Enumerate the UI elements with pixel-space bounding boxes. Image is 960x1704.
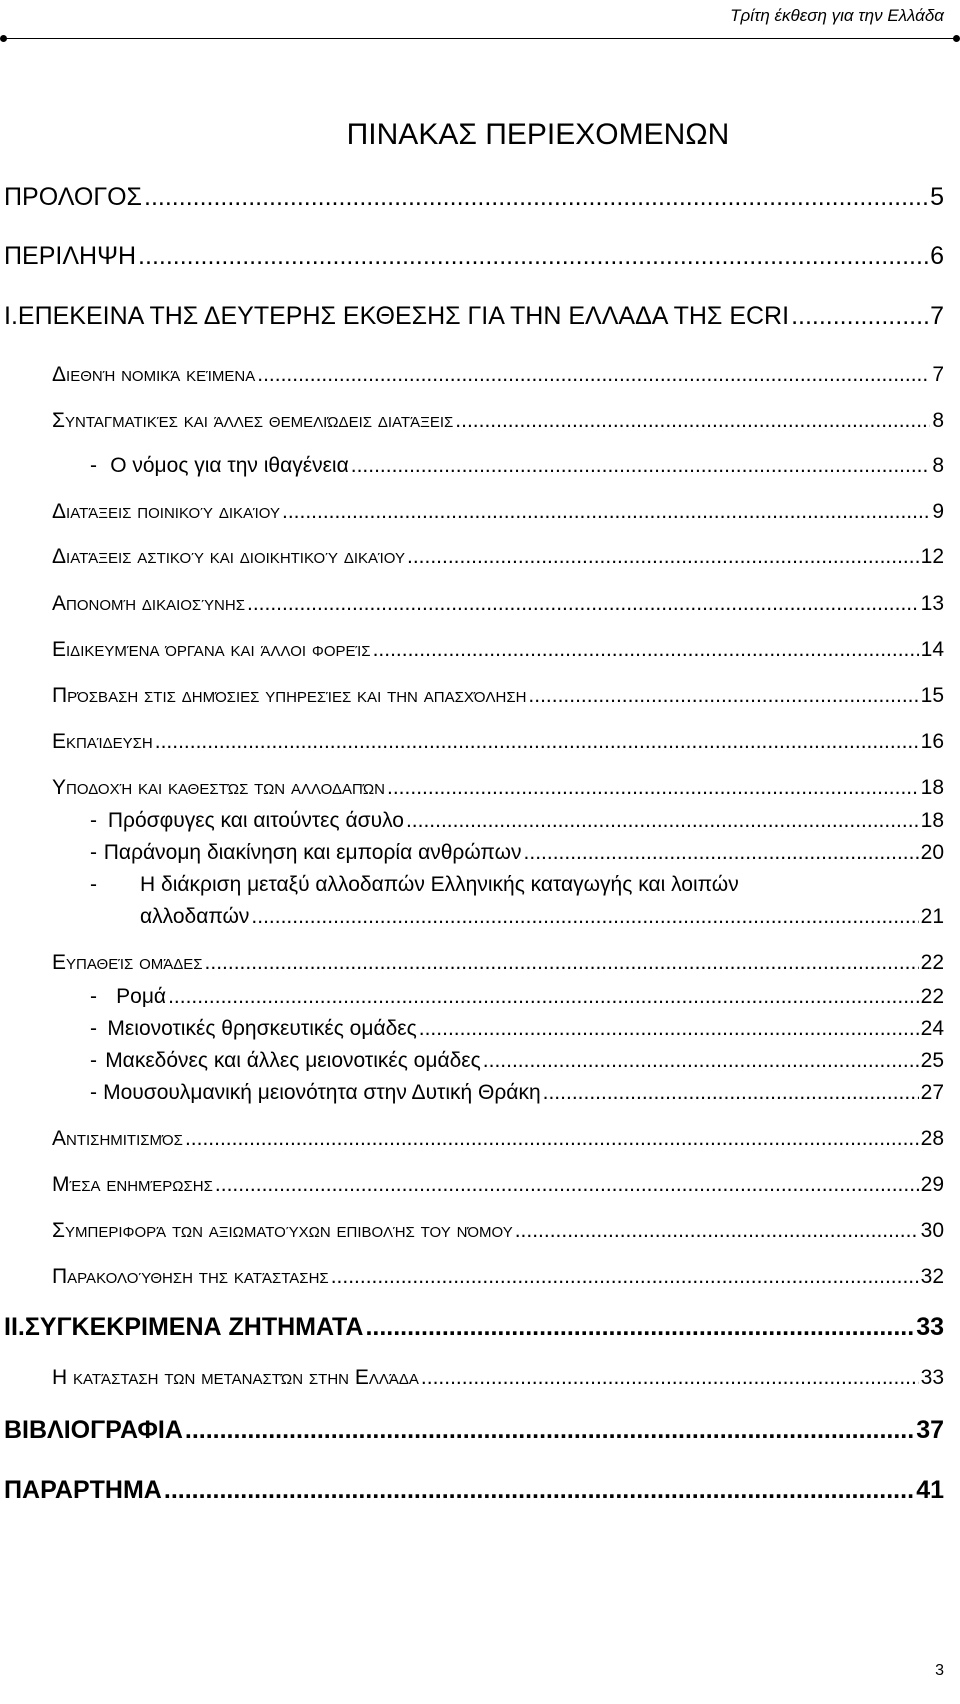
toc-entry-label: ΕΠΕΚΕΙΝΑ ΤΗΣ ΔΕΥΤΕΡΗΣ ΕΚΘΕΣΗΣ ΓΙΑ ΤΗΝ ΕΛΛΑΔΑ ΤΗΣ ECRI bbox=[17, 302, 790, 330]
toc-subentry[interactable] bbox=[90, 985, 944, 1009]
toc-entry[interactable] bbox=[52, 638, 944, 662]
dot-leader bbox=[251, 905, 918, 929]
bullet-dash: - bbox=[90, 454, 97, 477]
dot-leader bbox=[455, 409, 930, 433]
toc-entry-label: Πρόσφυγες και αιτούντες άσυλο bbox=[107, 809, 404, 832]
toc-entry[interactable] bbox=[52, 684, 944, 708]
toc-subentry[interactable] bbox=[90, 454, 944, 478]
toc-entry[interactable] bbox=[52, 409, 944, 433]
toc-entry-label: ΣΥΓΚΕΚΡΙΜΕΝΑ ΖΗΤΗΜΑΤΑ bbox=[24, 1313, 364, 1341]
toc-subentry[interactable] bbox=[90, 1017, 944, 1041]
header-rule bbox=[4, 38, 956, 39]
toc-entry-page: 37 bbox=[916, 1416, 944, 1444]
toc-entry-page: 30 bbox=[920, 1219, 944, 1242]
toc-entry-page: 20 bbox=[920, 841, 944, 864]
toc-subentry[interactable] bbox=[140, 905, 944, 929]
toc-entry-page: 13 bbox=[920, 592, 944, 615]
dot-leader bbox=[282, 500, 930, 524]
toc-entry-label: Συνταγματικές και άλλες θεμελιώδεις διατάξεις bbox=[52, 409, 454, 432]
toc-entry-label: Παράνομη διακίνηση και εμπορία ανθρώπων bbox=[103, 841, 522, 864]
bullet-dash: - bbox=[90, 1049, 97, 1072]
toc-entry-label: Ο νόμος για την ιθαγένεια bbox=[110, 454, 349, 477]
toc-entry[interactable] bbox=[52, 592, 944, 616]
toc-entry-page: 33 bbox=[920, 1366, 944, 1389]
toc-entry[interactable] bbox=[52, 951, 944, 975]
toc-entry-section-ii[interactable] bbox=[4, 1313, 944, 1342]
toc-entry-label: Ευπαθείς ομάδες bbox=[52, 951, 203, 974]
toc-entry-page: 25 bbox=[920, 1049, 944, 1072]
toc-entry-page: 21 bbox=[920, 905, 944, 928]
dot-leader bbox=[331, 1265, 919, 1289]
toc-entry-page: 32 bbox=[920, 1265, 944, 1288]
toc-entry-label: Διατάξεις ποινικού δικαίου bbox=[52, 500, 280, 523]
toc-entry-appendix[interactable] bbox=[4, 1476, 944, 1505]
toc-entry-page: 22 bbox=[920, 985, 944, 1008]
toc-entry-page: 14 bbox=[920, 638, 944, 661]
toc-entry-label: Μακεδόνες και άλλες μειονοτικές ομάδες bbox=[105, 1049, 481, 1072]
dot-leader bbox=[365, 1313, 914, 1342]
toc-entry-page: 15 bbox=[920, 684, 944, 707]
toc-entry-label: ΠΕΡΙΛΗΨΗ bbox=[4, 242, 137, 270]
toc-subentry[interactable] bbox=[90, 1081, 944, 1105]
toc-entry-label: ΒΙΒΛΙΟΓΡΑΦΙΑ bbox=[4, 1416, 183, 1444]
toc-entry-label: Ρομά bbox=[116, 985, 167, 1008]
dot-leader bbox=[524, 841, 919, 865]
dot-leader bbox=[515, 1219, 919, 1243]
toc-entry-page: 29 bbox=[920, 1173, 944, 1196]
toc-entry[interactable] bbox=[52, 1366, 944, 1390]
dot-leader bbox=[185, 1127, 919, 1151]
bullet-dash: - bbox=[90, 841, 97, 864]
toc-entry-label: Πρόσβαση στις δημόσιες υπηρεσίες και την απασχόληση bbox=[52, 684, 527, 707]
toc-entry-page: 24 bbox=[920, 1017, 944, 1040]
toc-entry-label: αλλοδαπών bbox=[140, 905, 250, 928]
dot-leader bbox=[528, 684, 918, 708]
toc-entry-page: 18 bbox=[920, 776, 944, 799]
toc-entry-page: 12 bbox=[920, 545, 944, 568]
toc-subentry[interactable] bbox=[90, 841, 944, 865]
toc-entry-page: 8 bbox=[932, 409, 944, 432]
dot-leader bbox=[155, 730, 919, 754]
toc-entry[interactable] bbox=[52, 363, 944, 387]
dot-leader bbox=[387, 776, 919, 800]
toc-entry-page: 28 bbox=[920, 1127, 944, 1150]
toc-entry-label: Μουσουλμανική μειονότητα στην Δυτική Θράκη bbox=[103, 1081, 541, 1104]
toc-entry[interactable] bbox=[52, 730, 944, 754]
dot-leader bbox=[791, 302, 928, 331]
toc-entry-prologue[interactable] bbox=[4, 183, 944, 212]
toc-entry-page: 8 bbox=[932, 454, 944, 477]
toc-entry[interactable] bbox=[52, 1265, 944, 1289]
toc-entry-label: Αντισημιτισμός bbox=[52, 1127, 183, 1150]
toc-entry-bibliography[interactable] bbox=[4, 1416, 944, 1445]
dot-leader bbox=[144, 183, 928, 212]
dot-leader bbox=[257, 363, 930, 387]
dot-leader bbox=[247, 592, 919, 616]
toc-entry-label: Μειονοτικές θρησκευτικές ομάδες bbox=[107, 1017, 417, 1040]
toc-entry[interactable] bbox=[52, 1219, 944, 1243]
toc-entry[interactable] bbox=[52, 500, 944, 524]
running-header: Τρίτη έκθεση για την Ελλάδα bbox=[730, 6, 944, 25]
toc-entry-page: 16 bbox=[920, 730, 944, 753]
toc-entry-label: Διεθνή νομικά κείμενα bbox=[52, 363, 256, 386]
toc-subentry-line1[interactable] bbox=[90, 873, 739, 897]
dot-leader bbox=[406, 809, 919, 833]
dot-leader bbox=[168, 985, 919, 1009]
toc-entry[interactable] bbox=[52, 776, 944, 800]
bullet-dash: - bbox=[90, 985, 97, 1008]
toc-entry-label: Εκπαίδευση bbox=[52, 730, 153, 753]
dot-leader bbox=[185, 1416, 914, 1445]
toc-entry-label: Παρακολούθηση της κατάστασης bbox=[52, 1265, 329, 1288]
toc-entry-label: Υποδοχή και καθεστώς των αλλοδαπών bbox=[52, 776, 386, 799]
dot-leader bbox=[351, 454, 931, 478]
toc-entry[interactable] bbox=[52, 545, 944, 569]
bullet-dash: - bbox=[90, 873, 97, 896]
toc-entry-label: Η κατάσταση των μεταναστών στην Ελλάδα bbox=[52, 1366, 419, 1389]
section-numeral: I. bbox=[4, 302, 18, 330]
dot-leader bbox=[373, 638, 919, 662]
bullet-dash: - bbox=[90, 1081, 97, 1104]
dot-leader bbox=[138, 242, 928, 271]
header-rule-left-dot bbox=[0, 35, 7, 42]
toc-entry-label: ΠΡΟΛΟΓΟΣ bbox=[4, 183, 143, 211]
toc-entry-section-i[interactable] bbox=[4, 302, 944, 331]
toc-entry-page: 18 bbox=[920, 809, 944, 832]
page-number: 3 bbox=[935, 1662, 944, 1679]
dot-leader bbox=[407, 545, 919, 569]
dot-leader bbox=[215, 1173, 919, 1197]
dot-leader bbox=[543, 1081, 919, 1105]
toc-subentry[interactable] bbox=[90, 809, 944, 833]
toc-entry-label-line1: Η διάκριση μεταξύ αλλοδαπών Ελληνικής καταγωγής και λοιπών bbox=[140, 873, 739, 896]
toc-entry-label: Απονομή δικαιοσύνης bbox=[52, 592, 245, 615]
toc-entry-label: Μέσα ενημέρωσης bbox=[52, 1173, 213, 1196]
toc-entry-label: Ειδικευμένα όργανα και άλλοι φορείς bbox=[52, 638, 371, 661]
section-numeral: II. bbox=[4, 1313, 25, 1341]
dot-leader bbox=[421, 1366, 919, 1390]
dot-leader bbox=[205, 951, 919, 975]
toc-entry-page: 27 bbox=[920, 1081, 944, 1104]
toc-entry-page: 33 bbox=[916, 1313, 944, 1341]
toc-entry-page: 41 bbox=[916, 1476, 944, 1504]
toc-entry-label: ΠΑΡΑΡΤΗΜΑ bbox=[4, 1476, 162, 1504]
toc-entry-label: Διατάξεις αστικού και διοικητικού δικαίου bbox=[52, 545, 405, 568]
toc-entry-page: 7 bbox=[932, 363, 944, 386]
toc-entry[interactable] bbox=[52, 1127, 944, 1151]
toc-entry-label: Συμπεριφορά των αξιωματούχων επιβολής του νόμου bbox=[52, 1219, 513, 1242]
toc-entry[interactable] bbox=[52, 1173, 944, 1197]
toc-subentry[interactable] bbox=[90, 1049, 944, 1073]
bullet-dash: - bbox=[90, 1017, 97, 1040]
dot-leader bbox=[164, 1476, 914, 1505]
toc-entry-summary[interactable] bbox=[4, 242, 944, 271]
toc-entry-page: 22 bbox=[920, 951, 944, 974]
toc-entry-page: 6 bbox=[930, 242, 944, 270]
dot-leader bbox=[483, 1049, 919, 1073]
bullet-dash: - bbox=[90, 809, 97, 832]
toc-entry-page: 5 bbox=[930, 183, 944, 211]
dot-leader bbox=[419, 1017, 919, 1041]
header-rule-right-dot bbox=[953, 35, 960, 42]
toc-entry-page: 9 bbox=[932, 500, 944, 523]
page-title: ΠΙΝΑΚΑΣ ΠΕΡΙΕΧΟΜΕΝΩΝ bbox=[346, 118, 730, 151]
toc-entry-page: 7 bbox=[930, 302, 944, 330]
